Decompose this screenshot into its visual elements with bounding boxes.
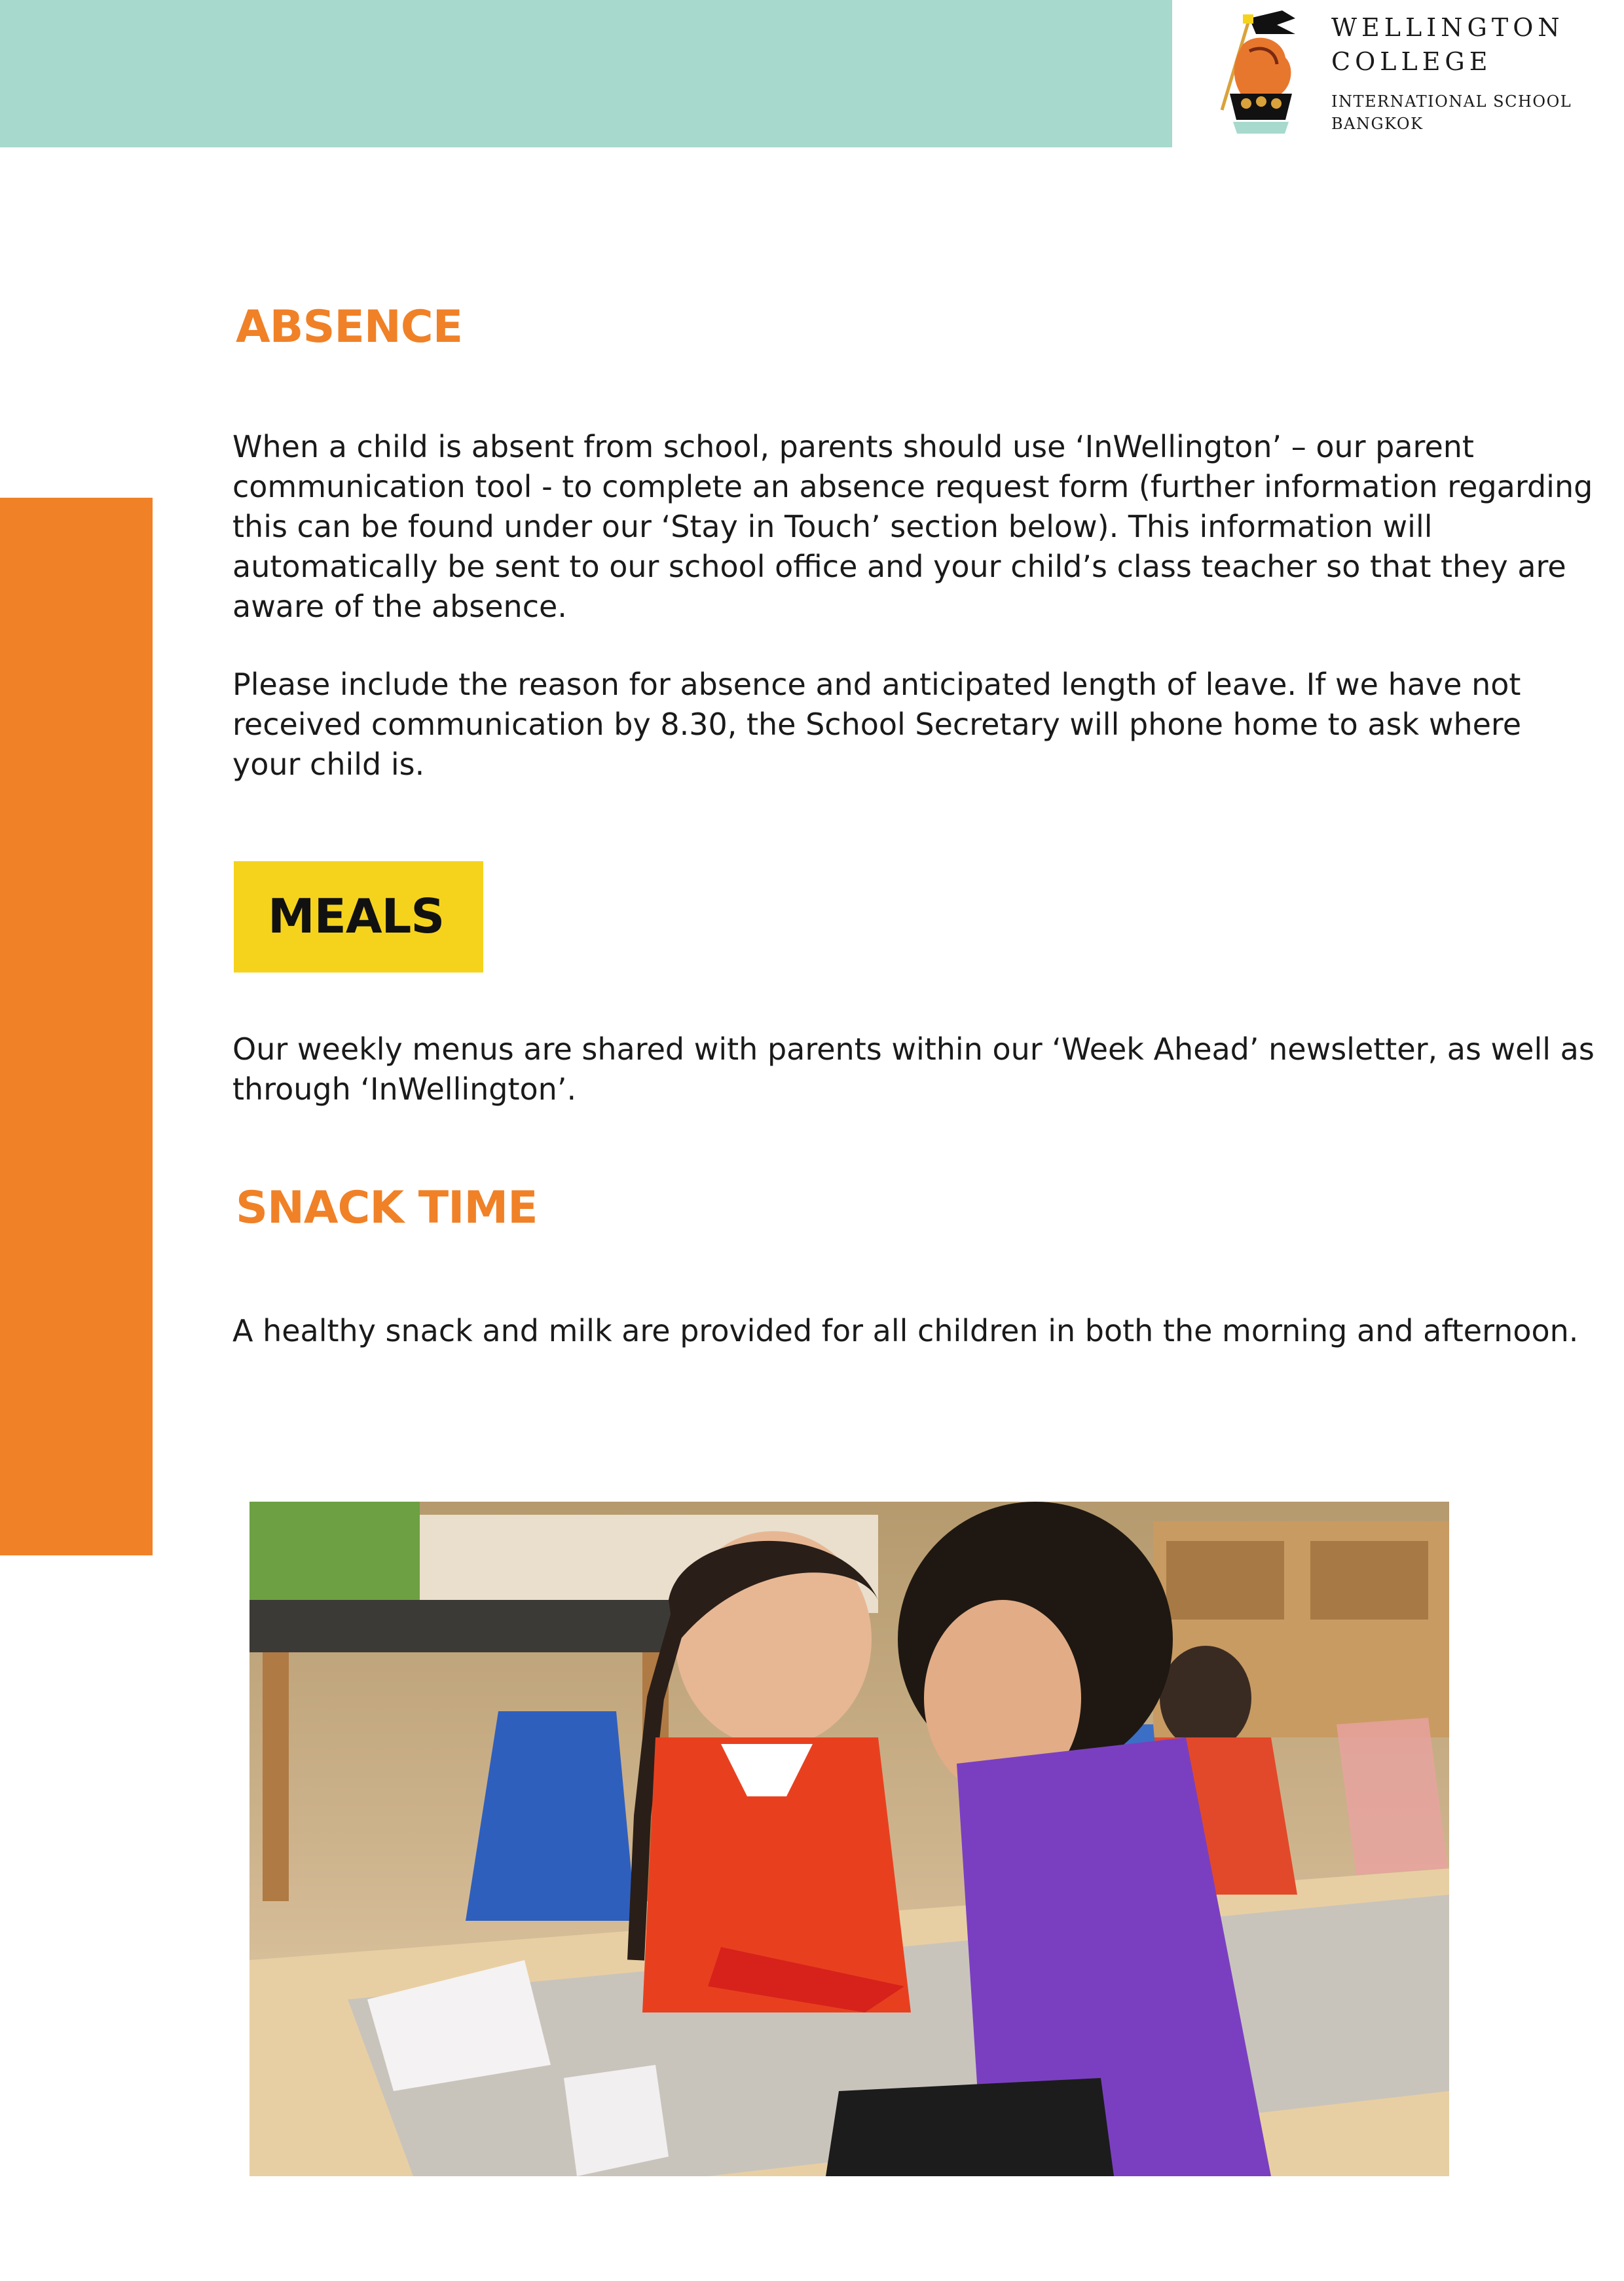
snack-heading: SNACK TIME <box>236 1182 538 1234</box>
meals-paragraph: Our weekly menus are shared with parents within our ‘Week Ahead’ newsletter, as well as through ‘InWellington’. <box>232 1031 1595 1107</box>
school-logo <box>1204 0 1596 147</box>
meals-heading: MEALS <box>268 889 445 944</box>
absence-paragraph-1: When a child is absent from school, parents should use ‘InWellington’ – our parent communication tool - to complete an absence request form (further information regarding this can be found under our ‘Stay in Touch’ section below). This information will automatically be sent to our school office and your child’s class teacher so that they are aware of the absence. <box>232 429 1593 624</box>
absence-paragraph-2: Please include the reason for absence and anticipated length of leave. If we have not received communication by 8.30, the School Secretary will phone home to ask where your child is. <box>232 667 1522 782</box>
children-reading-photo <box>249 1502 1449 2176</box>
top-teal-band <box>0 0 1172 147</box>
logo-sub-line2: BANGKOK <box>1331 115 1424 133</box>
logo-name-line2: COLLEGE <box>1331 47 1492 76</box>
absence-heading: ABSENCE <box>236 301 463 353</box>
left-orange-band <box>0 498 153 1555</box>
logo-sub-line1: INTERNATIONAL SCHOOL <box>1331 92 1572 111</box>
meals-heading-box <box>234 861 483 973</box>
logo-name-line1: WELLINGTON <box>1331 13 1564 42</box>
snack-paragraph: A healthy snack and milk are provided for all children in both the morning and afternoon. <box>232 1313 1579 1348</box>
crest-icon <box>1204 5 1315 136</box>
